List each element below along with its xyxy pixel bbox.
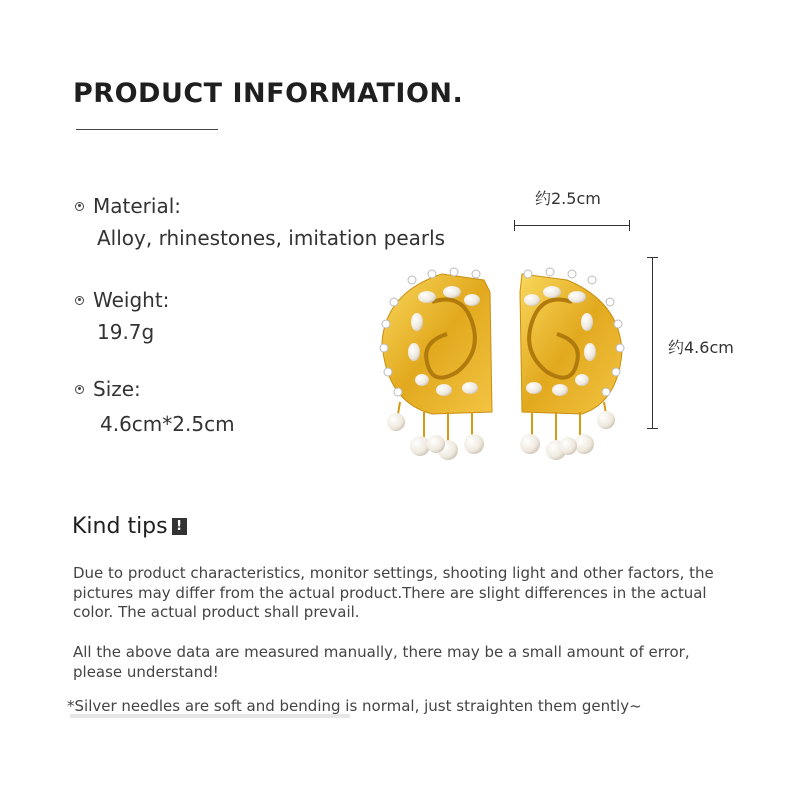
width-dimension-tick-right xyxy=(629,220,630,231)
spec-weight xyxy=(75,288,169,344)
material-value: Alloy, rhinestones, imitation pearls xyxy=(97,226,446,250)
title-divider xyxy=(76,129,218,130)
height-dimension-label: 约4.6cm xyxy=(668,338,734,357)
earrings-image xyxy=(372,262,632,467)
weight-label: Weight: xyxy=(93,288,170,312)
height-dimension-line xyxy=(652,257,653,429)
right-earring xyxy=(520,268,624,460)
tips-paragraph-2: All the above data are measured manually, there may be a small amount of error, please understand! xyxy=(73,643,690,681)
tips-paragraph-1: Due to product characteristics, monitor settings, shooting light and other factors, the pictures may differ from the actual product.There are slight differences in the actual color. The actual product shall prevail. xyxy=(73,564,714,621)
material-label: Material: xyxy=(93,194,181,218)
bullet-icon xyxy=(75,296,84,305)
page-title: PRODUCT INFORMATION. xyxy=(73,78,464,109)
height-dimension-tick-top xyxy=(647,257,658,258)
spec-material xyxy=(75,194,445,250)
left-earring xyxy=(380,268,492,460)
kind-tips-heading xyxy=(72,514,187,539)
width-dimension-line xyxy=(514,225,630,226)
bullet-icon xyxy=(75,385,84,394)
exclamation-icon: ! xyxy=(172,518,187,535)
bullet-icon xyxy=(75,202,84,211)
size-value: 4.6cm*2.5cm xyxy=(100,412,235,436)
needle-note: *Silver needles are soft and bending is normal, just straighten them gently~ xyxy=(67,697,642,715)
height-dimension-tick-bottom xyxy=(647,428,658,429)
spec-size xyxy=(75,377,235,436)
size-label: Size: xyxy=(93,377,141,401)
kind-tips-title: Kind tips xyxy=(72,514,168,539)
width-dimension-label: 约2.5cm xyxy=(535,189,601,208)
weight-value: 19.7g xyxy=(97,320,155,344)
width-dimension-tick-left xyxy=(514,220,515,231)
